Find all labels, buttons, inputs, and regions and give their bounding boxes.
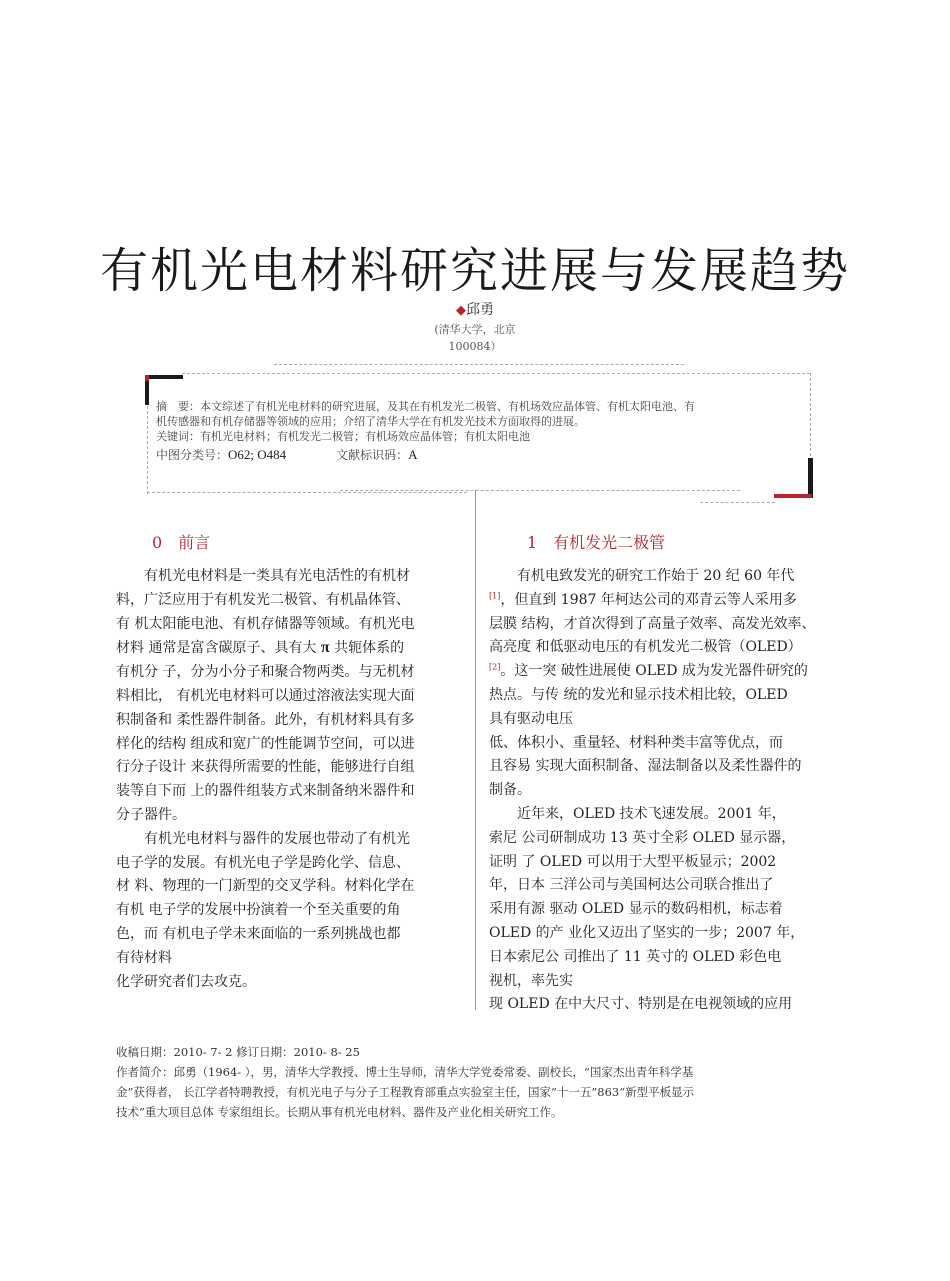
text-line: 样化的结构 组成和宽广的性能调节空间，可以进 <box>116 735 415 752</box>
affiliation-line-2: 100084） <box>448 340 502 353</box>
text-line: OLED 的产 业化又迈出了坚实的一步；2007 年， <box>489 924 805 941</box>
text-span: 。这一突 破性进展使 OLED 成为发光器件研究的 <box>500 663 808 680</box>
text-line: 具有驱动电压 <box>489 710 573 727</box>
text-line: 层膜 结构，才首次得到了高量子效率、高发光效率、 <box>489 615 816 632</box>
abstract-bottom-rule <box>147 492 467 493</box>
abstract-top-rule <box>274 364 684 365</box>
text-line: 有机光电材料与器件的发展也带动了有机光 <box>144 830 410 847</box>
pi-symbol: π <box>320 639 330 657</box>
column-divider <box>475 490 476 1010</box>
author-line <box>0 299 950 319</box>
corner-bracket-top <box>145 375 183 379</box>
abstract-top-rule-2 <box>182 373 810 374</box>
text-line <box>489 589 854 613</box>
paper-title: 有机光电材料研究进展与发展趋势 <box>99 243 850 299</box>
keywords: 关键词：有机光电材料；有机发光二极管；有机场效应晶体管；有机太阳电池 <box>156 430 530 443</box>
corner-bracket-right <box>808 458 813 498</box>
section-1-body <box>489 565 854 1017</box>
text-span: 共轭体系的 <box>334 640 405 657</box>
text-span: ，但直到 1987 年柯达公司的邓青云等人采用多 <box>500 591 797 608</box>
section-0-body <box>116 565 468 994</box>
section-1-heading: 1 有机发光二极管 <box>527 533 666 552</box>
text-line: 有机电致发光的研究工作始于 20 纪 60 年代 <box>517 568 795 584</box>
text-line: 色，而 有机电子学未来面临的一系列挑战也都 <box>116 925 401 942</box>
author-bio-line-2: 金”获得者， 长江学者特聘教授，有机光电子与分子工程教育部重点实验室主任，国家“十一五”863“新型平板显示 <box>116 1085 695 1099</box>
abstract-bottom-rule-3 <box>700 502 775 503</box>
text-line: 有机分 子，分为小分子和聚合物两类。与无机材 <box>116 664 415 681</box>
affiliation <box>0 321 950 355</box>
corner-accent-top <box>145 375 149 381</box>
text-line: 积制备和 柔性器件制备。此外，有机材料具有多 <box>116 711 415 728</box>
text-line: 行分子设计 来获得所需要的性能，能够进行自组 <box>116 759 415 776</box>
citation-1[interactable]: [1] <box>489 591 501 601</box>
received-dates: 收稿日期：2010- 7- 2 修订日期：2010- 8- 25 <box>116 1045 360 1059</box>
footnotes <box>116 1042 846 1122</box>
text-line: 电子学的发展。有机光电子学是跨化学、信息、 <box>116 854 410 871</box>
text-line: 索尼 公司研制成功 13 英寸全彩 OLED 显示器， <box>489 829 796 846</box>
text-line: 近年来，OLED 技术飞速发展。2001 年， <box>517 805 786 822</box>
author-bio-line-1: 作者简介：邱勇（1964- ），男，清华大学教授、博士生导师，清华大学党委常委、副校长，“国家杰出青年科学基 <box>116 1065 694 1079</box>
doc-code-value: A <box>408 447 418 462</box>
text-line: 装等自下而 上的器件组装方式来制备纳米器件和 <box>116 783 415 800</box>
abstract-bottom-rule-2 <box>340 490 740 491</box>
diamond-icon: ◆ <box>456 303 466 318</box>
text-line <box>489 660 854 684</box>
text-line: 料相比， 有机光电材料可以通过溶液法实现大面 <box>116 687 415 704</box>
abstract-line-2: 机传感器和有机存储器等领域的应用；介绍了清华大学在有机发光技术方面取得的进展。 <box>156 415 585 428</box>
text-line: 日本索尼公 司推出了 11 英寸的 OLED 彩色电 <box>489 948 782 965</box>
text-line: 高亮度 和低驱动电压的有机发光二极管（OLED） <box>489 639 802 656</box>
author-name: 邱勇 <box>466 302 494 318</box>
doc-code-label: 文献标识码： <box>336 448 409 462</box>
abstract-summary <box>156 399 806 444</box>
text-line: 视机，率先实 <box>489 972 573 989</box>
text-line: 年，日本 三洋公司与美国柯达公司联合推出了 <box>489 877 774 894</box>
clc-label: 中图分类号： <box>156 448 229 462</box>
text-line: 化学研究者们去攻克。 <box>116 973 256 990</box>
section-0-heading: 0 前言 <box>152 533 211 552</box>
corner-accent-bottom <box>774 494 812 498</box>
text-line: 制备。 <box>489 782 531 799</box>
abstract-right-rule <box>810 373 811 461</box>
citation-2[interactable]: [2] <box>489 662 501 672</box>
text-line <box>116 636 468 661</box>
text-line: 证明 了 OLED 可以用于大型平板显示；2002 <box>489 853 777 870</box>
text-line: 有 机太阳能电池、有机存储器等领域。有机光电 <box>116 615 415 632</box>
text-line: 料，广泛应用于有机发光二极管、有机晶体管、 <box>116 591 410 608</box>
text-line: 且容易 实现大面积制备、湿法制备以及柔性器件的 <box>489 758 802 775</box>
text-line: 材 料、物理的一门新型的交叉学科。材料化学在 <box>116 878 415 895</box>
classification-line <box>156 446 418 463</box>
affiliation-line-1: (清华大学，北京 <box>434 323 516 336</box>
text-span: 材料 通常是富含碳原子、具有大 <box>116 640 317 657</box>
text-line: 有机光电材料是一类具有光电活性的有机材 <box>144 568 410 584</box>
text-line: 有待材料 <box>116 949 172 966</box>
clc-value: O62; O484 <box>228 447 287 462</box>
text-line: 分子器件。 <box>116 806 186 823</box>
text-line: 现 OLED 在中大尺寸、特别是在电视领域的应用 <box>489 996 793 1013</box>
text-line: 热点。与传 统的发光和显示技术相比较，OLED <box>489 686 788 703</box>
text-line: 有机 电子学的发展中扮演着一个至关重要的角 <box>116 902 401 919</box>
text-line: 采用有源 驱动 OLED 显示的数码相机，标志着 <box>489 901 783 918</box>
author-bio-line-3: 技术”重大项目总体 专家组组长。长期从事有机光电材料、器件及产业化相关研究工作。 <box>116 1105 563 1119</box>
text-line: 低、体积小、重量轻、材料种类丰富等优点，而 <box>489 734 783 751</box>
abstract-line-1: 摘 要：本文综述了有机光电材料的研究进展，及其在有机发光二极管、有机场效应晶体管、有机太阳电池、有 <box>156 400 695 413</box>
